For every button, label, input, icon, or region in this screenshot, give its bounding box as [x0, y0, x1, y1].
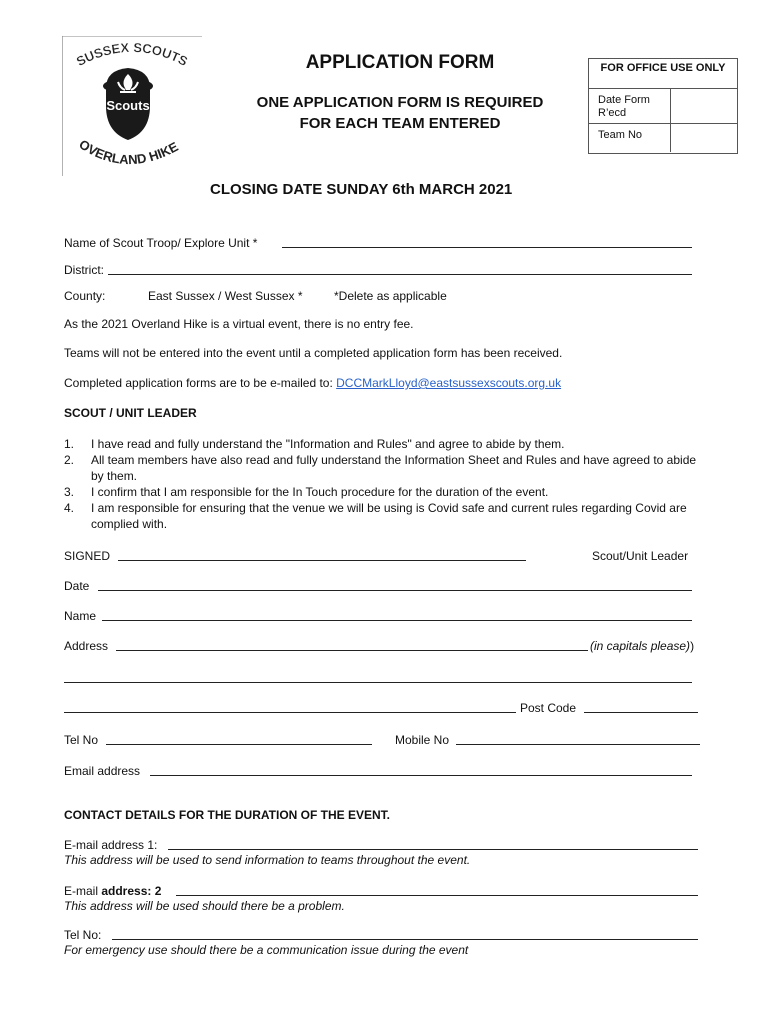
team-no-label: Team No: [589, 124, 671, 152]
office-use-box: [588, 58, 738, 154]
item-text: I am responsible for ensuring that the venue we will be using is Covid safe and current rules regarding Covid are complied with.: [91, 501, 687, 531]
troop-label: Name of Scout Troop/ Explore Unit *: [64, 236, 258, 250]
county-note: *Delete as applicable: [334, 289, 447, 303]
contact-tel-note: For emergency use should there be a communication issue during the event: [64, 943, 469, 957]
item-number: 4.: [64, 501, 75, 515]
info-email-instruction: [64, 376, 561, 390]
address-field[interactable]: [116, 650, 588, 651]
svg-text:Scouts: Scouts: [106, 98, 150, 113]
item-number: 1.: [64, 437, 75, 451]
date-form-received-cell: [671, 89, 737, 123]
item-number: 3.: [64, 485, 75, 499]
item-text: I confirm that I am responsible for the In Touch procedure for the duration of the event.: [91, 485, 549, 499]
date-field[interactable]: [98, 590, 692, 591]
address-label: Address: [64, 639, 109, 653]
contact-tel-label: Tel No:: [64, 928, 102, 942]
tel-label: Tel No: [64, 733, 99, 747]
office-use-title: FOR OFFICE USE ONLY: [589, 59, 737, 89]
submission-email-link[interactable]: DCCMarkLloyd@eastsussexscouts.org.uk: [336, 376, 562, 390]
district-field[interactable]: [108, 274, 692, 275]
tel-field[interactable]: [106, 744, 372, 745]
email-instruction-text: Completed application forms are to be e-mailed to:: [64, 376, 337, 390]
page-subtitle: [212, 92, 588, 134]
date-label: Date: [64, 579, 90, 593]
signed-role: Scout/Unit Leader: [592, 549, 689, 563]
leader-heading: SCOUT / UNIT LEADER: [64, 406, 197, 420]
item-text: All team members have also read and fully understand the Information Sheet and Rules and have agreed to abide by them.: [91, 453, 697, 483]
closing-date: CLOSING DATE SUNDAY 6th MARCH 2021: [210, 181, 513, 198]
name-field[interactable]: [102, 620, 692, 621]
contact-email-2-note: This address will be used should there be a problem.: [64, 899, 345, 913]
mobile-label: Mobile No: [395, 733, 450, 747]
contact-email-1-field[interactable]: [168, 849, 698, 850]
email-field[interactable]: [150, 775, 692, 776]
contact-tel-field[interactable]: [112, 939, 698, 940]
address-note: [590, 639, 694, 653]
postcode-field[interactable]: [584, 712, 698, 713]
team-no-cell: [671, 124, 737, 152]
troop-field[interactable]: [282, 247, 692, 248]
info-entry-requirement: Teams will not be entered into the event until a completed application form has been received.: [64, 346, 563, 360]
county-label: County:: [64, 289, 106, 303]
postcode-label: Post Code: [520, 701, 577, 715]
declaration-item-4: [64, 500, 704, 532]
svg-text:OVERLAND HIKE: OVERLAND HIKE: [76, 136, 181, 168]
contact-heading: CONTACT DETAILS FOR THE DURATION OF THE EVENT.: [64, 808, 390, 822]
item-text: I have read and fully understand the "Information and Rules" and agree to abide by them.: [91, 437, 565, 451]
email-2-label-a: E-mail: [64, 884, 102, 898]
address-note-text: (in capitals please): [590, 639, 691, 653]
signature-field[interactable]: [118, 560, 526, 561]
name-label: Name: [64, 609, 97, 623]
contact-email-1-note: This address will be used to send information to teams throughout the event.: [64, 853, 471, 867]
page-title: APPLICATION FORM: [305, 52, 495, 73]
contact-email-2-label: [64, 884, 161, 898]
mobile-field[interactable]: [456, 744, 700, 745]
date-form-received-label: Date Form R’ecd: [589, 89, 671, 123]
item-number: 2.: [64, 453, 75, 467]
district-label: District:: [64, 263, 104, 277]
contact-email-2-field[interactable]: [176, 895, 698, 896]
sussex-scouts-overland-hike-logo: [62, 36, 202, 176]
county-value[interactable]: East Sussex / West Sussex *: [148, 289, 303, 303]
subtitle-line-1: ONE APPLICATION FORM IS REQUIRED: [256, 94, 544, 111]
declaration-item-3: [64, 484, 704, 500]
svg-text:SUSSEX SCOUTS: SUSSEX SCOUTS: [73, 39, 191, 70]
address-line-3-field[interactable]: [64, 712, 516, 713]
signed-label: SIGNED: [64, 549, 111, 563]
subtitle-line-2: FOR EACH TEAM ENTERED: [299, 115, 501, 132]
info-entry-fee: As the 2021 Overland Hike is a virtual event, there is no entry fee.: [64, 317, 414, 331]
address-note-close: ): [690, 639, 695, 653]
contact-email-1-label: E-mail address 1:: [64, 838, 158, 852]
address-line-2-field[interactable]: [64, 682, 692, 683]
email-label: Email address: [64, 764, 141, 778]
email-2-label-b: address: 2: [101, 884, 162, 898]
declaration-item-1: [64, 436, 704, 452]
declaration-item-2: [64, 452, 704, 484]
